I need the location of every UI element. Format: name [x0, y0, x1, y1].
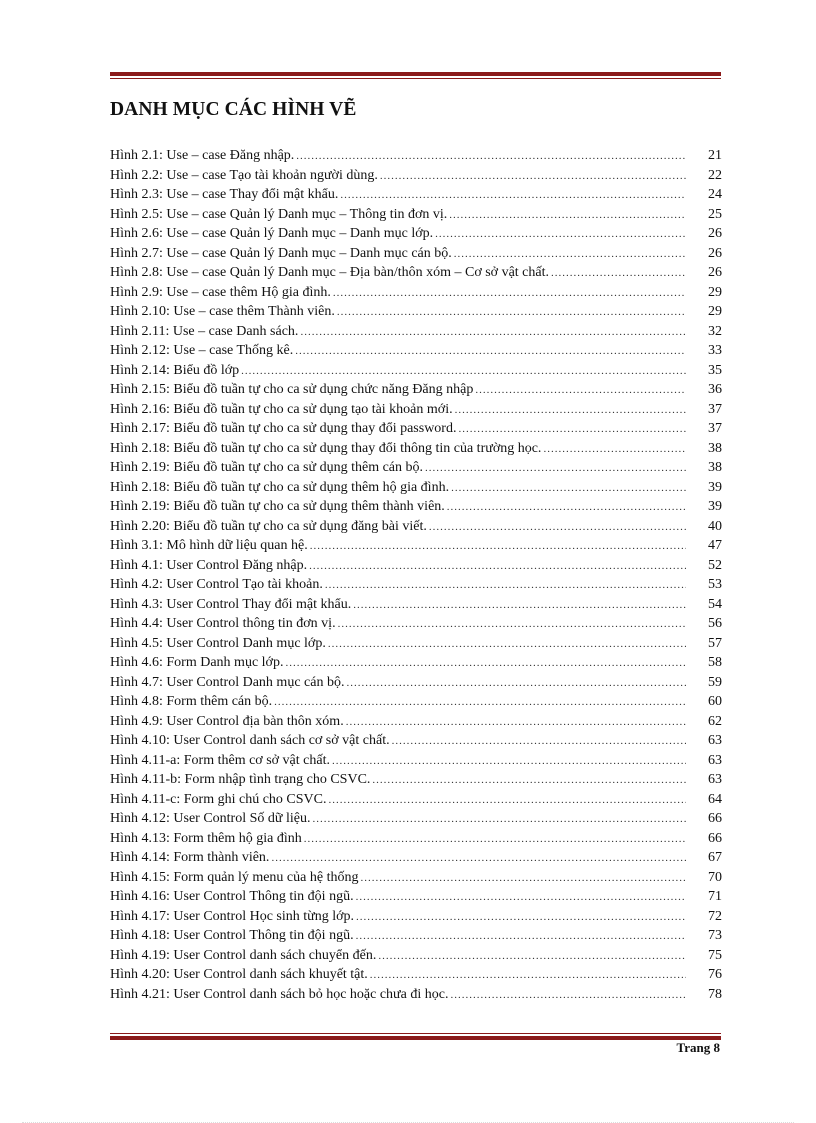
- toc-entry-leader: [285, 654, 686, 674]
- toc-entry-page: 29: [708, 284, 722, 300]
- toc-entry-label: Hình 4.19: User Control danh sách chuyển đến.: [110, 947, 377, 963]
- toc-entry-label: Hình 4.2: User Control Tạo tài khoản.: [110, 577, 323, 592]
- toc-entry-leader: [392, 732, 686, 752]
- toc-entry-leader: [356, 888, 686, 908]
- toc-entry[interactable]: [110, 302, 722, 322]
- toc-entry-page: 53: [708, 577, 722, 592]
- toc-entry-page: 24: [708, 187, 722, 202]
- toc-entry[interactable]: [110, 205, 722, 225]
- toc-entry-leader: [458, 420, 686, 440]
- toc-entry-leader: [455, 401, 686, 421]
- toc-entry[interactable]: [110, 575, 722, 595]
- toc-entry-leader: [551, 264, 686, 284]
- toc-entry[interactable]: [110, 497, 722, 517]
- toc-entry-page: 52: [708, 557, 722, 573]
- toc-entry-label: Hình 2.18: Biểu đồ tuần tự cho ca sử dụng thêm hộ gia đình.: [110, 479, 450, 495]
- toc-entry-label: Hình 4.12: User Control Số dữ liệu.: [110, 811, 311, 826]
- toc-entry-leader: [274, 693, 686, 713]
- toc-entry-page: 57: [708, 635, 722, 651]
- toc-entry[interactable]: [110, 634, 722, 654]
- toc-entry-page: 63: [708, 772, 722, 787]
- toc-entry-page: 37: [708, 421, 722, 436]
- toc-entry-page: 71: [708, 889, 722, 904]
- toc-entry[interactable]: [110, 829, 722, 849]
- toc-entry[interactable]: [110, 556, 722, 576]
- toc-entry[interactable]: [110, 848, 722, 868]
- toc-entry-page: 39: [708, 479, 722, 495]
- toc-entry-leader: [360, 869, 686, 889]
- toc-entry-label: Hình 4.5: User Control Danh mục lớp.: [110, 635, 326, 651]
- toc-entry[interactable]: [110, 809, 722, 829]
- toc-entry-label: Hình 2.7: Use – case Quản lý Danh mục – Danh mục cán bộ.: [110, 245, 452, 261]
- toc-entry[interactable]: [110, 185, 722, 205]
- toc-entry-leader: [271, 849, 686, 869]
- toc-entry-leader: [449, 206, 686, 226]
- toc-entry-label: Hình 4.3: User Control Thay đổi mật khẩu.: [110, 596, 352, 612]
- toc-entry-page: 67: [708, 850, 722, 865]
- toc-entry-page: 75: [708, 947, 722, 963]
- toc-entry-leader: [451, 479, 686, 499]
- toc-entry-leader: [332, 752, 686, 772]
- toc-entry-page: 22: [708, 167, 722, 183]
- toc-entry[interactable]: [110, 887, 722, 907]
- toc-entry-label: Hình 4.15: Form quản lý menu của hệ thống: [110, 869, 359, 885]
- toc-entry-leader: [380, 167, 686, 187]
- toc-entry-leader: [340, 186, 686, 206]
- toc-entry-page: 58: [708, 655, 722, 670]
- toc-entry-label: Hình 2.9: Use – case thêm Hộ gia đình.: [110, 284, 331, 300]
- toc-entry-leader: [333, 284, 686, 304]
- toc-entry-label: Hình 4.8: Form thêm cán bộ.: [110, 694, 273, 709]
- toc-entry-page: 64: [708, 791, 722, 807]
- toc-entry[interactable]: [110, 166, 722, 186]
- toc-entry-label: Hình 2.19: Biểu đồ tuần tự cho ca sử dụng thêm thành viên.: [110, 499, 445, 514]
- toc-entry[interactable]: [110, 380, 722, 400]
- footer-rule-thick: [110, 1036, 721, 1040]
- toc-entry[interactable]: [110, 770, 722, 790]
- toc-entry-leader: [454, 245, 686, 265]
- toc-entry-label: Hình 4.6: Form Danh mục lớp.: [110, 655, 284, 670]
- toc-entry[interactable]: [110, 322, 722, 342]
- toc-entry-page: 63: [708, 752, 722, 768]
- toc-entry[interactable]: [110, 790, 722, 810]
- toc-entry-page: 32: [708, 323, 722, 339]
- toc-entry-label: Hình 2.3: Use – case Thay đổi mật khẩu.: [110, 187, 339, 202]
- toc-entry-label: Hình 4.17: User Control Học sinh từng lớp.: [110, 908, 355, 924]
- toc-entry[interactable]: [110, 283, 722, 303]
- toc-entry-leader: [328, 791, 686, 811]
- toc-entry-label: Hình 4.13: Form thêm hộ gia đình: [110, 830, 302, 846]
- toc-entry-leader: [378, 947, 686, 967]
- header-rule: [110, 72, 721, 79]
- toc-entry-leader: [325, 576, 686, 596]
- toc-entry-label: Hình 4.11-a: Form thêm cơ sở vật chất.: [110, 752, 330, 768]
- toc-entry[interactable]: [110, 673, 722, 693]
- toc-entry-page: 56: [708, 616, 722, 631]
- toc-entry[interactable]: [110, 653, 722, 673]
- toc-entry-leader: [346, 713, 686, 733]
- toc-entry-page: 36: [708, 382, 722, 397]
- toc-entry-leader: [450, 986, 686, 1006]
- toc-entry-leader: [338, 615, 686, 635]
- toc-entry[interactable]: [110, 907, 722, 927]
- toc-entry-page: 26: [708, 265, 722, 280]
- toc-entry-label: Hình 2.19: Biểu đồ tuần tự cho ca sử dụng thêm cán bộ.: [110, 460, 424, 475]
- toc-entry-label: Hình 4.9: User Control địa bàn thôn xóm.: [110, 713, 344, 729]
- toc-entry[interactable]: [110, 985, 722, 1005]
- toc-entry-label: Hình 2.8: Use – case Quản lý Danh mục – Địa bàn/thôn xóm – Cơ sở vật chất.: [110, 265, 550, 280]
- toc-entry-leader: [425, 459, 686, 479]
- toc-entry[interactable]: [110, 517, 722, 537]
- toc-entry-label: Hình 4.14: Form thành viên.: [110, 850, 270, 865]
- toc-entry[interactable]: [110, 458, 722, 478]
- toc-entry-page: 29: [708, 304, 722, 319]
- toc-entry[interactable]: [110, 731, 722, 751]
- toc-entry-leader: [296, 147, 686, 167]
- toc-entry-leader: [328, 635, 686, 655]
- toc-entry-label: Hình 4.16: User Control Thông tin đội ngũ.: [110, 889, 354, 904]
- toc-entry-label: Hình 2.5: Use – case Quản lý Danh mục – Thông tin đơn vị.: [110, 206, 448, 222]
- toc-entry-leader: [543, 440, 686, 460]
- page-number: Trang 8: [676, 1040, 720, 1055]
- toc-entry-leader: [475, 381, 686, 401]
- toc-entry-leader: [309, 557, 686, 577]
- toc-entry-page: 37: [708, 401, 722, 417]
- toc-entry-page: 25: [708, 206, 722, 222]
- toc-entry[interactable]: [110, 146, 722, 166]
- toc-entry[interactable]: [110, 868, 722, 888]
- toc-entry-label: Hình 3.1: Mô hình dữ liệu quan hệ.: [110, 538, 308, 553]
- toc-entry-page: 59: [708, 674, 722, 690]
- toc-entry-leader: [337, 303, 686, 323]
- toc-entry-label: Hình 4.4: User Control thông tin đơn vị.: [110, 616, 336, 631]
- toc-entry-label: Hình 2.18: Biểu đồ tuần tự cho ca sử dụng thay đổi thông tin của trường học.: [110, 440, 542, 456]
- toc-entry-label: Hình 2.10: Use – case thêm Thành viên.: [110, 304, 335, 319]
- toc-entry-label: Hình 4.11-c: Form ghi chú cho CSVC.: [110, 791, 327, 807]
- toc-entry-label: Hình 4.1: User Control Đăng nhập.: [110, 557, 308, 573]
- footer-rule-thin: [110, 1033, 721, 1034]
- toc-entry[interactable]: [110, 536, 722, 556]
- toc-entry-page: 72: [708, 908, 722, 924]
- toc-entry-page: 66: [708, 830, 722, 846]
- toc-entry-leader: [435, 225, 686, 245]
- toc-entry-label: Hình 4.7: User Control Danh mục cán bộ.: [110, 674, 345, 690]
- toc-entry-page: 26: [708, 245, 722, 261]
- toc-entry[interactable]: [110, 751, 722, 771]
- toc-entry-leader: [312, 810, 686, 830]
- toc-entry-page: 33: [708, 343, 722, 358]
- toc-entry-label: Hình 2.16: Biểu đồ tuần tự cho ca sử dụng tạo tài khoản mới.: [110, 401, 453, 417]
- toc-entry-page: 26: [708, 226, 722, 241]
- toc-entry-leader: [356, 927, 686, 947]
- toc-entry-leader: [241, 362, 686, 382]
- toc-entry-page: 39: [708, 499, 722, 514]
- toc-entry-label: Hình 2.6: Use – case Quản lý Danh mục – Danh mục lớp.: [110, 226, 434, 241]
- toc-entry-label: Hình 4.10: User Control danh sách cơ sở vật chất.: [110, 733, 390, 748]
- toc-entry-leader: [295, 342, 686, 362]
- figure-list: [110, 146, 722, 1004]
- toc-entry[interactable]: [110, 946, 722, 966]
- toc-entry[interactable]: [110, 419, 722, 439]
- toc-entry[interactable]: [110, 224, 722, 244]
- toc-entry-page: 47: [708, 538, 722, 553]
- toc-entry[interactable]: [110, 361, 722, 381]
- toc-entry-page: 21: [708, 148, 722, 163]
- header-rule-thin: [110, 78, 721, 79]
- toc-entry-leader: [346, 674, 686, 694]
- toc-entry-leader: [356, 908, 686, 928]
- toc-entry-label: Hình 2.1: Use – case Đăng nhập.: [110, 148, 295, 163]
- toc-entry-leader: [353, 596, 686, 616]
- toc-entry[interactable]: [110, 439, 722, 459]
- page-title: DANH MỤC CÁC HÌNH VẼ: [110, 99, 357, 120]
- toc-entry-label: Hình 4.11-b: Form nhập tình trạng cho CSVC.: [110, 772, 371, 787]
- toc-entry-leader: [304, 830, 686, 850]
- toc-entry-leader: [300, 323, 686, 343]
- toc-entry-label: Hình 4.18: User Control Thông tin đội ngũ.: [110, 928, 354, 943]
- toc-entry[interactable]: [110, 244, 722, 264]
- toc-entry-label: Hình 4.20: User Control danh sách khuyết tật.: [110, 967, 368, 982]
- toc-entry[interactable]: [110, 712, 722, 732]
- toc-entry-page: 38: [708, 440, 722, 456]
- toc-entry[interactable]: [110, 478, 722, 498]
- toc-entry-page: 66: [708, 811, 722, 826]
- toc-entry-page: 62: [708, 713, 722, 729]
- toc-entry-label: Hình 2.14: Biểu đồ lớp: [110, 362, 240, 378]
- toc-entry[interactable]: [110, 965, 722, 985]
- toc-entry-page: 35: [708, 362, 722, 378]
- toc-entry[interactable]: [110, 614, 722, 634]
- toc-entry-label: Hình 2.15: Biểu đồ tuần tự cho ca sử dụng chức năng Đăng nhập: [110, 382, 474, 397]
- toc-entry-leader: [372, 771, 686, 791]
- toc-entry-page: 78: [708, 986, 722, 1002]
- toc-entry-page: 54: [708, 596, 722, 612]
- toc-entry[interactable]: [110, 341, 722, 361]
- toc-entry-label: Hình 2.17: Biểu đồ tuần tự cho ca sử dụng thay đổi password.: [110, 421, 457, 436]
- toc-entry-page: 76: [708, 967, 722, 982]
- toc-entry-page: 63: [708, 733, 722, 748]
- toc-entry[interactable]: [110, 263, 722, 283]
- toc-entry[interactable]: [110, 926, 722, 946]
- toc-entry-page: 73: [708, 928, 722, 943]
- toc-entry-label: Hình 4.21: User Control danh sách bỏ học hoặc chưa đi học.: [110, 986, 449, 1002]
- toc-entry[interactable]: [110, 400, 722, 420]
- toc-entry-page: 40: [708, 518, 722, 534]
- footer-rule: [110, 1033, 721, 1040]
- toc-entry-label: Hình 2.20: Biểu đồ tuần tự cho ca sử dụng đăng bài viết.: [110, 518, 427, 534]
- toc-entry-label: Hình 2.11: Use – case Danh sách.: [110, 323, 299, 339]
- toc-entry-page: 70: [708, 869, 722, 885]
- header-rule-thick: [110, 72, 721, 76]
- toc-entry-leader: [429, 518, 686, 538]
- toc-entry-label: Hình 2.12: Use – case Thống kê.: [110, 343, 294, 358]
- toc-entry-leader: [447, 498, 686, 518]
- toc-entry[interactable]: [110, 692, 722, 712]
- toc-entry-leader: [310, 537, 686, 557]
- toc-entry-label: Hình 2.2: Use – case Tạo tài khoản người dùng.: [110, 167, 378, 183]
- toc-entry-page: 38: [708, 460, 722, 475]
- toc-entry-leader: [370, 966, 686, 986]
- toc-entry[interactable]: [110, 595, 722, 615]
- toc-entry-page: 60: [708, 694, 722, 709]
